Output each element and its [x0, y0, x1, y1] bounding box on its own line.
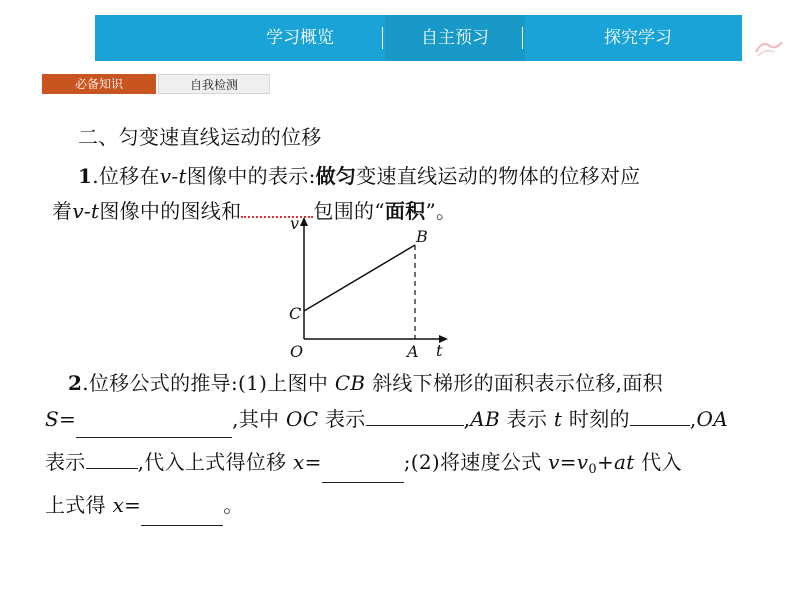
text-oa: OA [696, 407, 728, 431]
text-x: x [112, 493, 125, 517]
answer-blank-oc[interactable] [366, 425, 464, 426]
text-x: x [293, 450, 305, 474]
paragraph-2-line-3 [45, 446, 682, 483]
answer-blank-x2[interactable] [141, 491, 223, 526]
text: = [304, 450, 322, 474]
text-oc: OC [286, 407, 319, 431]
text-vt: v-t [72, 199, 100, 223]
label-t: t [436, 341, 443, 360]
text: 表示 [318, 407, 366, 431]
tab-divider [522, 27, 523, 49]
text: 包围的“ [313, 199, 385, 223]
text: = [59, 407, 77, 431]
text: 。 [223, 493, 244, 517]
top-nav-bar [95, 15, 742, 61]
text-cb: CB [334, 371, 366, 395]
text: 时刻的 [562, 407, 630, 431]
answer-blank-ab[interactable] [630, 425, 690, 426]
text: = [124, 493, 142, 517]
text: 着 [52, 199, 73, 223]
text: 变速直线运动的物体的位移对应 [356, 164, 641, 188]
text: ,其中 [232, 407, 286, 431]
tab-inquiry-learning[interactable]: 探究学习 [604, 28, 672, 48]
label-a: A [407, 342, 419, 361]
label-o: O [290, 342, 304, 361]
text: 代入 [634, 450, 682, 474]
text-v0: v [576, 450, 589, 474]
text: 图像中的图线和 [99, 199, 242, 223]
text: 表示 [500, 407, 554, 431]
text-v: v [548, 450, 560, 474]
text-bold: 做匀 [315, 164, 357, 188]
text-s: S [45, 407, 60, 431]
paragraph-2-line-2 [45, 403, 728, 438]
text-v0-subscript: 0 [588, 462, 597, 477]
text: ;(2)将速度公式 [403, 450, 549, 474]
text: = [559, 450, 577, 474]
subtab-essential-knowledge[interactable]: 必备知识 [42, 74, 156, 94]
text-bold: 面积 [384, 199, 426, 223]
paragraph-1-line-1 [78, 160, 640, 189]
tab-self-preview[interactable]: 自主预习 [385, 15, 525, 61]
paragraph-2-line-4 [45, 489, 244, 526]
answer-blank-x1[interactable] [322, 448, 404, 483]
item-number: 2 [68, 371, 83, 395]
text-t: t [553, 407, 563, 431]
tab-learning-overview[interactable]: 学习概览 [266, 28, 334, 48]
text: ”。 [425, 199, 457, 223]
logo-icon [752, 36, 786, 58]
text: , [463, 407, 471, 431]
answer-blank-oa[interactable] [86, 468, 138, 469]
text: 斜线下梯形的面积表示位移,面积 [365, 371, 663, 395]
text-ab: AB [470, 407, 500, 431]
tab-divider [382, 27, 383, 49]
answer-blank-area[interactable] [76, 405, 232, 438]
text: , [689, 407, 697, 431]
line-cb [304, 245, 415, 311]
label-c: C [289, 304, 302, 323]
label-b: B [416, 227, 428, 246]
text: 上式得 [45, 493, 113, 517]
text: + [596, 450, 615, 474]
text: 图像中的表示: [186, 164, 316, 188]
text: .位移公式的推导:(1)上图中 [82, 371, 335, 395]
section-heading: 二、匀变速直线运动的位移 [78, 125, 322, 149]
text-at: at [614, 450, 635, 474]
item-number: 1 [78, 164, 93, 188]
text: 表示 [45, 450, 86, 474]
v-axis-arrow [300, 217, 308, 226]
subtab-self-check[interactable]: 自我检测 [158, 74, 270, 94]
text: ,代入上式得位移 [137, 450, 294, 474]
vt-graph [284, 213, 459, 361]
text: .位移在 [92, 164, 160, 188]
label-v: v [290, 214, 300, 233]
paragraph-2-line-1 [68, 367, 663, 396]
text-vt: v-t [159, 164, 187, 188]
